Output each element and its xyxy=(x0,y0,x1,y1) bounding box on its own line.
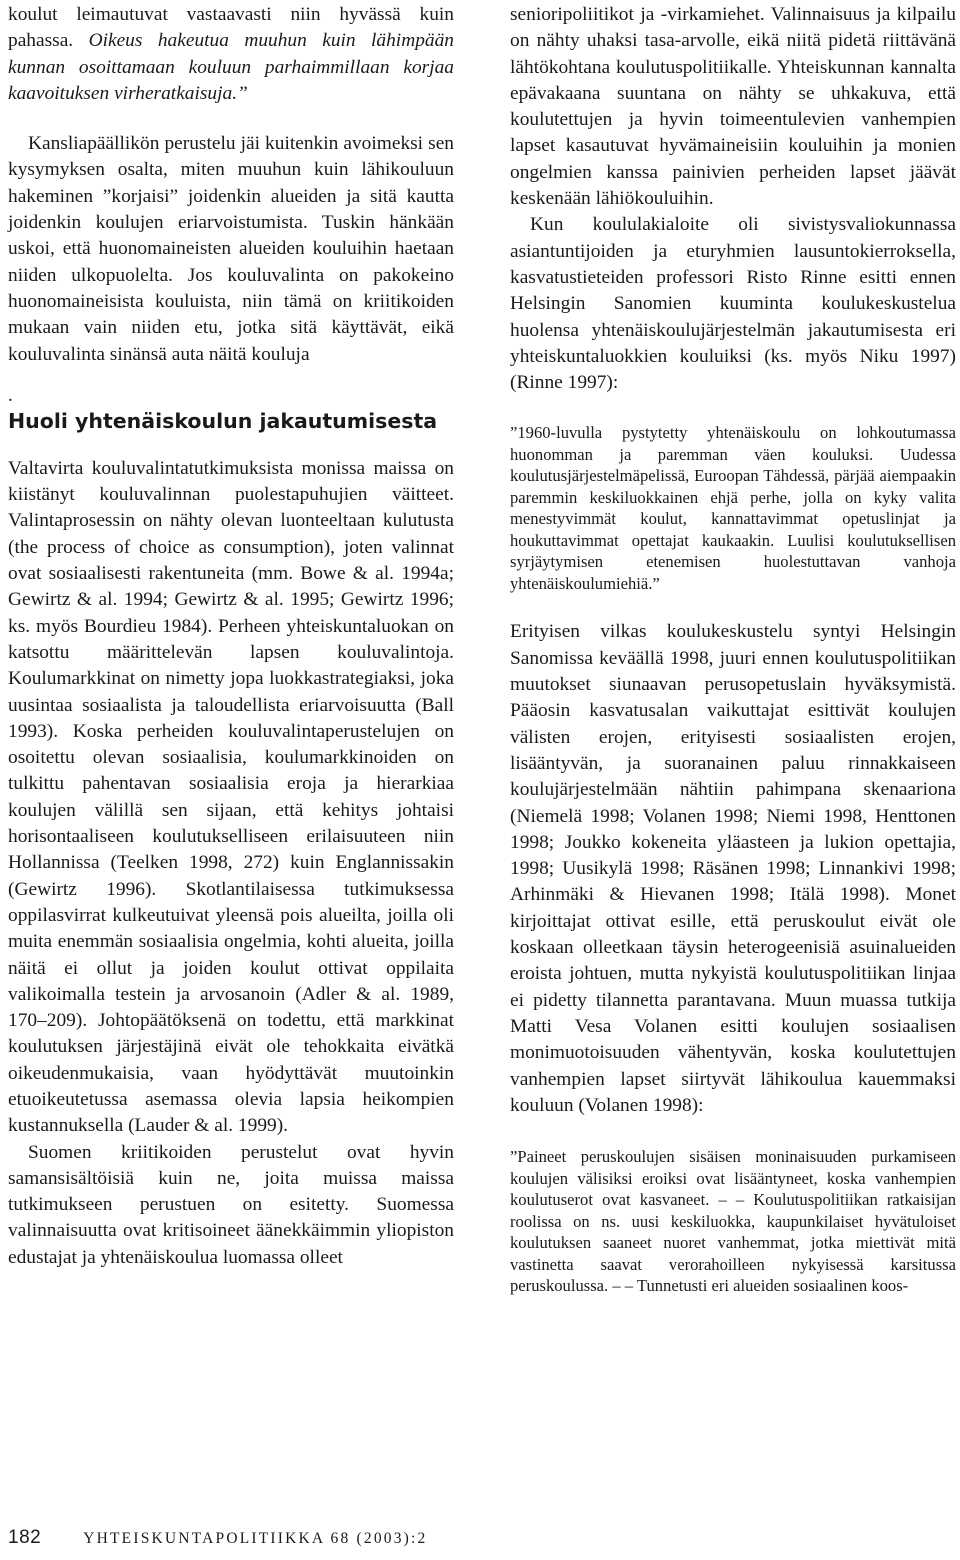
page-number: 182 xyxy=(8,1527,42,1548)
page-footer xyxy=(8,1527,428,1549)
left-paragraph-0-roman: koulut leimautuvat vastaavasti niin hyvässä kuin pahassa. xyxy=(8,4,454,52)
left-paragraph-0 xyxy=(8,2,454,107)
left-paragraph-0-italic: Oikeus hakeutua muuhun kuin lähimpään kunnan osoittamaan kouluun parhaimmillaan korjaa kaavoituksen virheratkaisuja.” xyxy=(8,30,454,104)
block-quote-2: ”Paineet peruskoulujen sisäisen moninaisuuden purkamiseen koulujen välisiksi eroiksi ovat lisääntyneet, koska vanhempien koulutuserot ovat kasvaneet. – – Koulutuspolitiikan ratkaisijan roolissa on ns. uusi keskiluokka, kaupunkilaiset hyvätuloiset koulutuksen saaneet nuoret vanhemmat, jotka miettivät mitä vastinetta saavat verorahoilleen nykyisessä karsitussa peruskoulussa. – – Tunnetusti eri alueiden sosiaalinen koos- xyxy=(510,1147,956,1296)
block-quote-1: ”1960-luvulla pystytetty yhtenäiskoulu on lohkoutumassa huonomman ja paremman väen kouluksi. Uudessa koulutusjärjestelmäpelissä, Euroopan Tähdessä, pärjää aiempaakin paremmin keskiluokkainen ehjä perhe, jolla on kyky valita menestyvimmät koulut, kannattavimmat opetuslinjat ja houkuttavimmat opettajat kaukaakin. Luulisi koulutuksellisen syrjäytymisen etenemisen huolestuttavan vanhoja yhtenäiskoulumiehiä.” xyxy=(510,423,956,593)
right-paragraph-2: Kun koululakialoite oli sivistysvaliokunnassa asiantuntijoiden ja eturyhmien lausuntokierroksella, kasvatustieteiden professori Risto Rinne esitti ennen Helsingin Sanomien kuuminta koulukeskustelua huolensa yhtenäiskoulujärjestelmän jakautumisesta eri yhteiskuntaluokkien kouluiksi (ks. myös Niku 1997) (Rinne 1997): xyxy=(510,214,956,394)
left-paragraph-3: Suomen kriitikoiden perustelut ovat hyvin samansisältöisiä kuin ne, joita muissa maissa tutkimukseen perustuen on esitetty. Suomessa valinnaisuutta ovat kritisoineet äänekkäimmin yliopiston edustajat ja yhtenäiskoulua luomassa olleet xyxy=(8,1141,454,1268)
right-paragraph-1: senioripoliitikot ja -virkamiehet. Valinnaisuus ja kilpailu on nähty uhaksi tasa-arvolle, eikä niitä pidetä riittävänä lähtökohtana koulutuspolitiikalle. Yhteiskunnan kannalta epävakaana suuntana on nähty se uhkakuva, että koulutettujen ja hyvin toimeentulevien vanhempien lapset kasautuvat hyvämaineisiin kouluihin ja monien ongelmien kanssa painivien perheiden lapset jäävät keskenään lähiökouluihin. xyxy=(510,4,956,210)
journal-title: YHTEISKUNTAPOLITIIKKA 68 (2003):2 xyxy=(83,1530,428,1547)
section-heading: Huoli yhtenäiskoulun jakautumisesta xyxy=(8,408,438,433)
left-paragraph-1: Kansliapäällikön perustelu jäi kuitenkin avoimeksi sen kysymyksen osalta, miten muuhun kuin lähikouluun hakeminen ”korjaisi” joidenkin alueiden ja sitä kautta joidenkin koulujen eriarvoistumista. Tuskin hänkään uskoi, että huonomaineisten alueiden kouluihin haetaan niiden ulkopuolelta. Jos kouluvalinta on pakokeino huonomaineisista kouluista, niin tämä on kriitikoiden mukaan vain niiden etu, jotka sitä käyttävät, eikä kouluvalinta sinänsä auta näitä kouluja xyxy=(8,133,454,365)
right-paragraph-3: Erityisen vilkas koulukeskustelu syntyi Helsingin Sanomissa keväällä 1998, juuri ennen koulutuspolitiikan muutokset siunaavan perusopetuslain hyväksymistä. Pääosin kasvatusalan vaikuttajat esittivät koulujen välisten erojen, erityisesti sosiaalisten erojen, lisääntyvän, ja suoranainen paluu rinnakkaiseen koulujärjestelmään nähtiin pahimpana skenaariona (Niemelä 1998; Volanen 1998; Niemi 1998, Henttonen 1998; Joukko kokeneita yläasteen ja lukion opettajia, 1998; Uusikylä 1998; Räsänen 1998; Linnankivi 1998; Arhinmäki & Hievanen 1998; Itälä 1998). Monet kirjoittajat ottivat esille, että peruskoulut eivät ole koskaan olleetkaan täysin heterogeenisiä asuinalueiden eroista johtuen, mutta nykyistä koulutuspolitiikan linjaa ei pidetty tilannetta parantavana. Muun muassa tutkija Matti Vesa Volanen esitti koulujen sosiaalisen monimuotoisuuden vähentyvän, koska koulutettujen vanhempien lapset siirtyvät lähikoulua kauemmaksi kouluun (Volanen 1998): xyxy=(510,621,956,1116)
stray-period: . xyxy=(8,384,13,406)
left-column xyxy=(8,0,454,1271)
right-column xyxy=(510,0,956,1297)
left-paragraph-2: Valtavirta kouluvalintatutkimuksista monissa maissa on kiistänyt kouluvalinnan puolestapuhujien väitteet. Valintaprosessin on nähty olevan luonteeltaan kulutusta (the process of choice as consumption), joten valinnat ovat sosiaalisesti rakentuneita (mm. Bowe & al. 1994a; Gewirtz & al. 1994; Gewirtz & al. 1995; Gewirtz 1996; ks. myös Bourdieu 1984). Perheen yhteiskuntaluokan on katsottu määrittelevän lapsen kouluvalintoja. Koulumarkkinat on nimetty jopa luokkastrategiaksi, joka uusintaa sosiaalista ja taloudellista eriarvoisuutta (Ball 1993). Koska perheiden kouluvalintaperustelujen on osoitettu olevan sosiaalisia, koulumarkkinoiden on tulkittu pahentavan sosiaalisia eroja ja hierarkiaa koulujen välillä sen sijaan, että kehitys johtaisi horisontaaliseen koulutukselliseen erilaisuuteen niin Hollannissa (Teelken 1998, 272) kuin Englannissakin (Gewirtz 1996). Skotlantilaisessa tutkimuksessa oppilasvirrat kulkeutuivat yleensä pois alueilta, joilla oli muita enemmän sosiaalisia ongelmia, kohti alueita, joilla näitä ei ollut ja joiden koulut ottivat oppilaita valikoimalla testein ja arvosanoin (Adler & al. 1989, 170–209). Johtopäätöksenä on todettu, että markkinat koulutuksen järjestäjinä eivät ole tehokkaita eivätkä oikeudenmukaisia, vaan hyödyttävät muutoinkin etuoikeutetussa asemassa olevia lapsia heikompien kustannuksella (Lauder & al. 1999). xyxy=(8,457,454,1137)
